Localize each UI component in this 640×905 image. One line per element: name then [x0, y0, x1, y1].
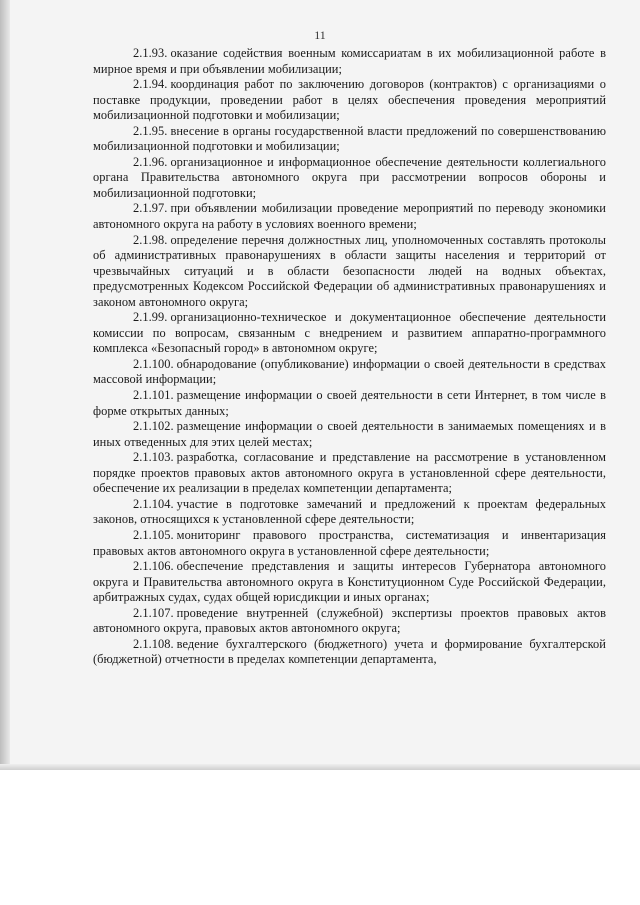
clause-text: организационно-техническое и документационное обеспечение деятельности комиссии по вопросам, связанным с внедрением и развитием аппаратно-программного комплекса «Безопасный город» в автономном округе; — [93, 310, 606, 356]
clause-text: организационное и информационное обеспечение деятельности коллегиального органа Правительства автономного округа при рассмотрении вопросов обороны и мобилизационной подготовки; — [93, 154, 606, 200]
clause-number: 2.1.104. — [133, 496, 174, 511]
clause-number: 2.1.94. — [133, 77, 168, 92]
clause-number: 2.1.93. — [133, 46, 168, 60]
clause-paragraph — [93, 450, 606, 497]
clause-number: 2.1.96. — [133, 154, 168, 169]
clause-text: участие в подготовке замечаний и предложений к проектам федеральных законов, относящихся к установленной сфере деятельности; — [93, 496, 606, 527]
clause-number: 2.1.105. — [133, 527, 174, 542]
clause-paragraph — [93, 201, 606, 232]
clause-text: проведение внутренней (служебной) экспертизы проектов правовых актов автономного округа, правовых актов автономного округа; — [93, 605, 606, 636]
clause-number: 2.1.97. — [133, 201, 168, 216]
clause-text: обеспечение представления и защиты интересов Губернатора автономного округа и Правительства автономного округа в Конституционном Суде Российской Федерации, арбитражных судах, судах общей юрисдикции и иных органах; — [93, 559, 606, 605]
clause-text: мониторинг правового пространства, систематизация и инвентаризация правовых актов автономного округа в установленной сфере деятельности; — [93, 527, 606, 558]
clause-paragraph — [93, 559, 606, 606]
clause-paragraph — [93, 497, 606, 528]
clause-text: размещение информации о своей деятельности в занимаемых помещениях и в иных отведенных для этих целей местах; — [93, 419, 606, 449]
clause-paragraph — [93, 124, 606, 155]
clause-number: 2.1.103. — [133, 450, 174, 465]
clause-paragraph — [93, 155, 606, 202]
clause-paragraph — [93, 637, 606, 668]
clause-text: при объявлении мобилизации проведение мероприятий по переводу экономики автономного округа на работу в условиях военного времени; — [93, 201, 606, 232]
clause-paragraph — [93, 77, 606, 124]
document-body — [93, 46, 606, 668]
clause-text: внесение в органы государственной власти предложений по совершенствованию мобилизационной подготовки и мобилизации; — [93, 123, 606, 154]
clause-text: оказание содействия военным комиссариатам в их мобилизационной работе в мирное время и при объявлении мобилизации; — [93, 46, 606, 76]
clause-paragraph — [93, 46, 606, 77]
clause-paragraph — [93, 357, 606, 388]
clause-number: 2.1.98. — [133, 232, 168, 247]
clause-text: разработка, согласование и представление на рассмотрение в установленном порядке проектов правовых актов автономного округа в установленной сфере деятельности, обеспечение их реализации в пределах компетенции департамента; — [93, 450, 606, 496]
clause-number: 2.1.99. — [133, 310, 168, 325]
clause-text: ведение бухгалтерского (бюджетного) учета и формирование бухгалтерской (бюджетной) отчетности в пределах компетенции департамента, — [93, 636, 606, 667]
clause-text: определение перечня должностных лиц, уполномоченных составлять протоколы об административных правонарушениях в области защиты населения и территорий от чрезвычайных ситуаций и в области безопасности людей на водных объектах, предусмотренных Кодексом Российской Федерации об административных правонарушениях и законом автономного округа; — [93, 232, 606, 309]
clause-text: обнародование (опубликование) информации о своей деятельности в средствах массовой информации; — [93, 356, 606, 387]
clause-paragraph — [93, 606, 606, 637]
clause-number: 2.1.108. — [133, 636, 174, 651]
clause-text: размещение информации о своей деятельности в сети Интернет, в том числе в форме открытых данных; — [93, 388, 606, 418]
clause-number: 2.1.102. — [133, 419, 174, 434]
clause-number: 2.1.101. — [133, 388, 174, 403]
clause-number: 2.1.95. — [133, 123, 168, 138]
clause-number: 2.1.100. — [133, 356, 174, 371]
clause-paragraph — [93, 528, 606, 559]
clause-paragraph — [93, 233, 606, 311]
clause-paragraph — [93, 310, 606, 357]
clause-text: координация работ по заключению договоров (контрактов) с организациями о поставке продукции, проведении работ в целях обеспечения проведения мероприятий мобилизационной подготовки и мобилизации; — [93, 77, 606, 123]
clause-paragraph — [93, 419, 606, 450]
clause-paragraph — [93, 388, 606, 419]
clause-number: 2.1.107. — [133, 605, 174, 620]
page-number: 11 — [314, 28, 326, 42]
clause-number: 2.1.106. — [133, 559, 174, 574]
